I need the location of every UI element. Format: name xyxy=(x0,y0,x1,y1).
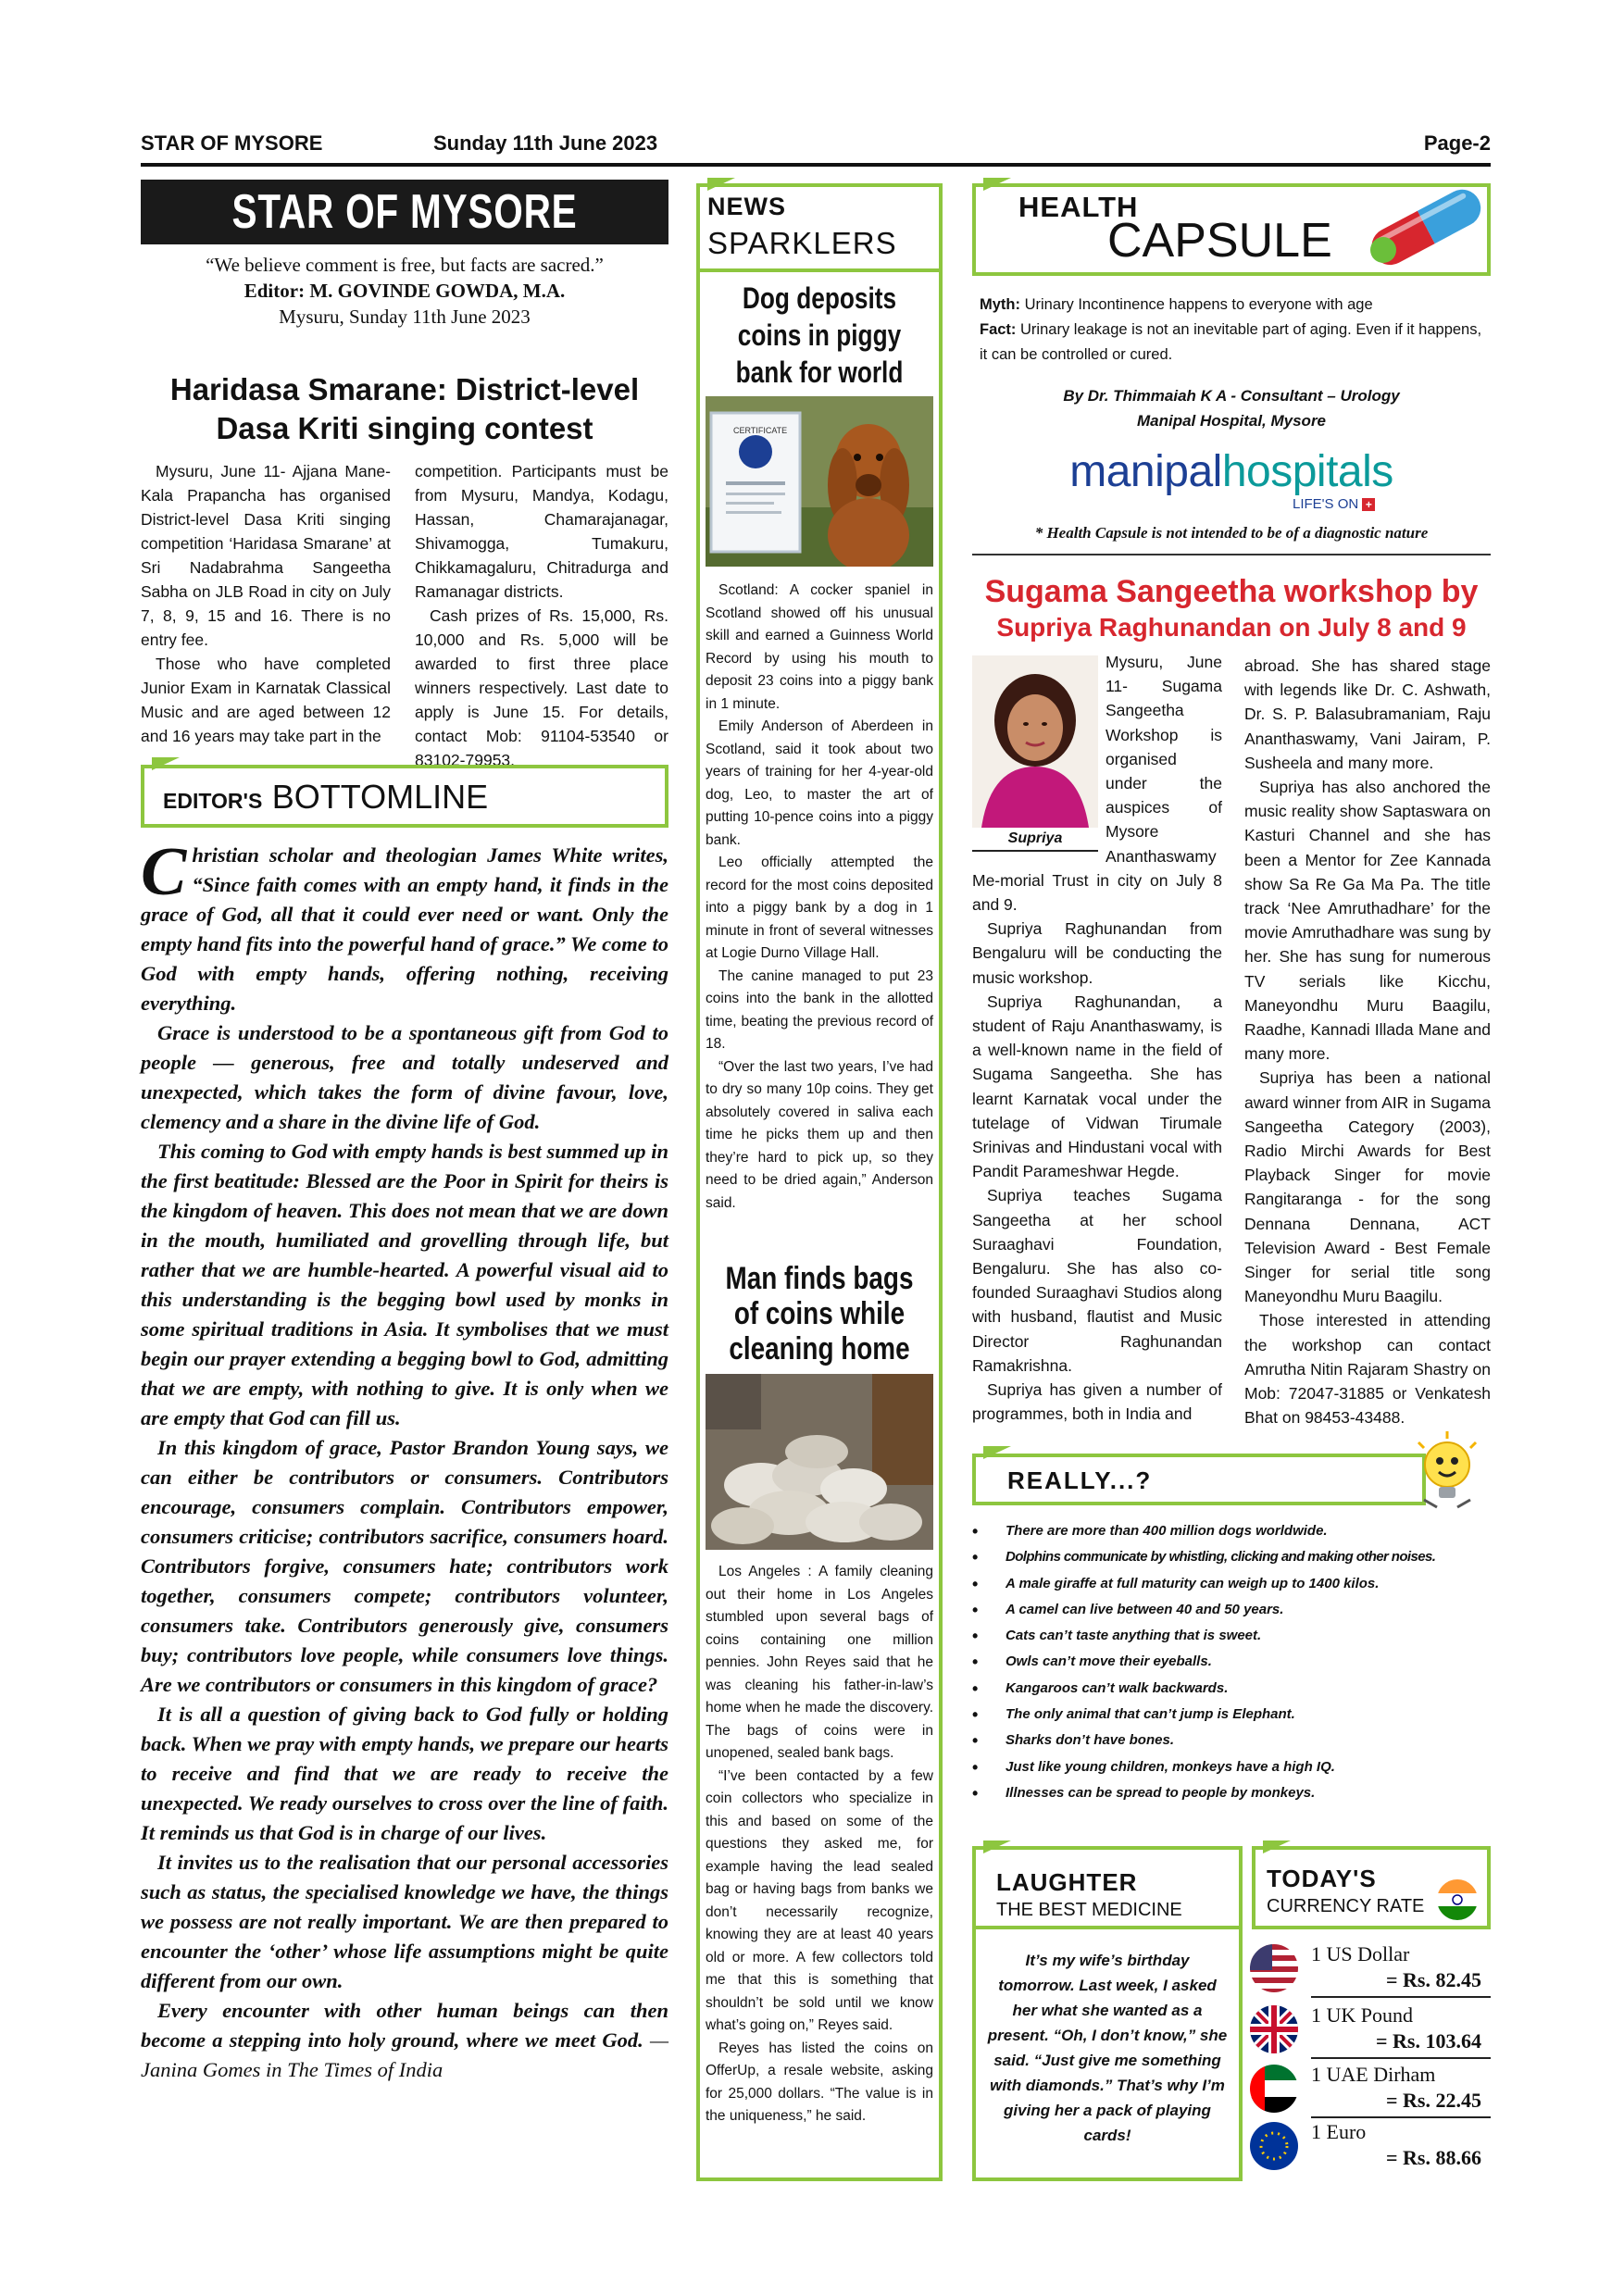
myth-text: Urinary Incontinence happens to everyone with age xyxy=(1024,296,1373,313)
currency-divider xyxy=(1311,1996,1491,1998)
header-page-number: Page-2 xyxy=(1423,131,1491,155)
us-flag-icon xyxy=(1250,1944,1298,1992)
haridasa-headline-line2: Dasa Kriti singing contest xyxy=(216,411,593,445)
header-paper-name: STAR OF MYSORE xyxy=(141,131,323,155)
currency-label-light: CURRENCY RATE xyxy=(1267,1896,1425,1916)
header-date: Sunday 11th June 2023 xyxy=(433,131,658,155)
list-item: • A male giraffe at full maturity can weigh up to 1400 kilos. xyxy=(972,1571,1491,1597)
health-byline xyxy=(972,383,1491,433)
sugama-para: Supriya Raghunandan from Bengaluru will be conducting the music workshop. xyxy=(972,919,1222,987)
manipal-logo-part-b: hospitals xyxy=(1221,447,1393,496)
currency-divider xyxy=(1311,2116,1491,2118)
manipal-logo xyxy=(972,446,1491,498)
coins-photo-illustration xyxy=(706,1374,933,1550)
currency-name: 1 UK Pound xyxy=(1311,2003,1414,2027)
sugama-headline-line1: Sugama Sangeetha workshop by xyxy=(984,574,1479,609)
sparklers-para: “I’ve been contacted by a few coin collectors who specialize in this and based on some of the questions they asked me, for example having the lead sealed bag or having bags from banks we don’t necessarily recognize, knowing they are at least 40 years old or more. A few collectors told me that this is something that shouldn’t be sold until we know what’s going on,” Reyes said. xyxy=(706,1767,933,2033)
bottomline-para: It is all a question of giving back to God fully or holding back. When we pray with empty hands, we prepare our hearts to receive and find that we are ready to receive the unexpected. We ready ourselves to cross over the line of faith. It reminds us that God is in charge of our lives. xyxy=(141,1703,668,1844)
dog-photo-illustration xyxy=(706,396,933,567)
list-item: • Cats can’t taste anything that is sweet. xyxy=(972,1623,1491,1649)
fact-label: Fact: xyxy=(980,321,1017,338)
supriya-photo-wrap xyxy=(972,655,1098,854)
laughter-joke: It’s my wife’s birthday tomorrow. Last week, I asked her what she wanted as a present. “Oh, I don’t know,” she said. “Just give me something with diamonds.” That’s why I’m giving her a pack of playing cards! xyxy=(987,1952,1228,2144)
currency-value: = Rs. 103.64 xyxy=(1376,2029,1481,2053)
us-flag-svg xyxy=(1250,1944,1298,1992)
sparklers-label-bold: NEWS xyxy=(707,193,786,220)
haridasa-col2 xyxy=(415,459,668,772)
laughter-label-light: THE BEST MEDICINE xyxy=(996,1900,1182,1920)
bottomline-para: Every encounter with other human beings can then become a stepping into holy ground, where we meet God. xyxy=(141,1999,668,2052)
list-item: • Sharks don’t have bones. xyxy=(972,1728,1491,1753)
currency-value: = Rs. 22.45 xyxy=(1386,2089,1481,2112)
currency-row-usd xyxy=(1250,1942,1491,1998)
laughter-label-bold: LAUGHTER xyxy=(996,1868,1138,1896)
masthead-logo-text: STAR OF MYSORE xyxy=(231,185,578,239)
currency-name: 1 UAE Dirham xyxy=(1311,2063,1436,2086)
haridasa-para: competition. Participants must be from Mysuru, Mandya, Kodagu, Hassan, Chamarajanagar, Shivamogga, Tumakuru, Chikkamagaluru, Chitradurga and Ramanagar districts. xyxy=(415,462,668,601)
sugama-para: Mysuru, June 11- Sugama Sangeetha Workshop is organised under the auspices of Mysore Ananthaswamy Me-morial Trust in city on July 8 and 9. xyxy=(972,653,1222,915)
swiss-cross-icon: + xyxy=(1362,498,1375,511)
certificate-text: CERTIFICATE xyxy=(733,426,788,435)
haridasa-para: Those who have completed Junior Exam in Karnatak Classical Music and are aged between 12 and 16 years may take part in the xyxy=(141,655,391,745)
bottomline-label xyxy=(163,778,488,817)
health-myth-fact xyxy=(980,293,1491,368)
sugama-col2 xyxy=(1244,654,1491,1430)
sugama-para: Supriya has also anchored the music reality show Saptaswara on Kasturi Channel and she has been a Mentor for Zee Kannada show Sa Re Ga Ma Pa. The title track ‘Nee Amruthadhare’ for the movie Amruthadhare was sung by her. She has sung for numerous TV serials like Kicchu, Maneyondhu Muru Baagilu, Raadhe, Kannadi Illada Mane and many more. xyxy=(1244,778,1491,1064)
lightbulb-icon-svg xyxy=(1405,1429,1489,1513)
sugama-para: Supriya has given a number of programmes, both in India and xyxy=(972,1380,1222,1424)
list-item: • Dolphins communicate by whistling, clicking and making other noises. xyxy=(972,1544,1491,1570)
bottomline-para: Grace is understood to be a spontaneous gift from God to people — generous, free and totally undeserved and unexpected, which takes the form of divine favour, love, clemency and a share in the divine life of God. xyxy=(141,1021,668,1133)
sparklers-story2-headline: Man finds bags of coins while cleaning home xyxy=(725,1261,914,1366)
list-item: • There are more than 400 million dogs worldwide. xyxy=(972,1518,1491,1544)
sparklers-para: Reyes has listed the coins on OfferUp, a resale website, asking for 25,000 dollars. “The value is in the uniqueness,” he said. xyxy=(706,2040,933,2124)
list-item: • A camel can live between 40 and 50 years. xyxy=(972,1597,1491,1623)
sparklers-para: Los Angeles : A family cleaning out their home in Los Angeles stumbled upon several bags of coins containing one million pennies. John Reyes said that he was cleaning his father-in-law’s home when he made the discovery. The bags of coins were in unopened, sealed bank bags. xyxy=(706,1564,933,1761)
fact-text: Urinary leakage is not an inevitable part of aging. Even if it happens, it can be controlled or cured. xyxy=(980,321,1482,363)
sugama-para: abroad. She has shared stage with legends like Dr. C. Ashwath, Dr. S. P. Balasubramaniam, Raju Ananthaswamy, Vani Jairam, P. Susheela and many more. xyxy=(1244,656,1491,772)
haridasa-para: Mysuru, June 11- Ajjana Mane-Kala Prapancha has organised District-level Dasa Kriti singing competition ‘Haridasa Smarane’ at Sri Nadabrahma Sangeetha Sabha on JLB Road in city on July 7, 8, 9, 15 and 16. There is no entry fee. xyxy=(141,462,391,649)
sugama-para: Supriya teaches Sugama Sangeetha at her school Suraaghavi Foundation, Bengaluru. She has also co-founded Suraaghavi Studios along with husband, flautist and Music Director Raghunandan Ramakrishna. xyxy=(972,1186,1222,1375)
bottomline-para: hristian scholar and theologian James White writes, “Since faith comes with an empty hand, it finds in the grace of God, all that it could ever need or want. Only the empty hand fits into the powerful hand of grace.” We come to God with empty hands, offering nothing, receiving everything. xyxy=(141,843,668,1015)
haridasa-headline-line1: Haridasa Smarane: District-level xyxy=(169,372,640,406)
health-divider xyxy=(972,554,1491,555)
haridasa-col1 xyxy=(141,459,391,748)
coins-photo xyxy=(706,1374,933,1550)
currency-name: 1 Euro xyxy=(1311,2120,1367,2143)
sparklers-para: “Over the last two years, I’ve had to dry so many 10p coins. They get absolutely covered in saliva each time he picks them up and then they’re hard to pick up, so they need to be dried again,” Anderson said. xyxy=(706,1058,933,1211)
uk-flag-svg xyxy=(1250,2005,1298,2053)
bottomline-body xyxy=(141,834,668,2085)
list-item: • The only animal that can’t jump is Elephant. xyxy=(972,1702,1491,1728)
sparklers-story1-body xyxy=(706,580,933,1215)
really-tab xyxy=(983,1446,1011,1459)
list-item: • Illnesses can be spread to people by monkeys. xyxy=(972,1780,1491,1806)
capsule-icon-svg xyxy=(1355,185,1494,268)
masthead-dateline: Mysuru, Sunday 11th June 2023 xyxy=(279,306,531,328)
myth-label: Myth: xyxy=(980,296,1020,313)
supriya-photo-illustration xyxy=(972,655,1098,828)
list-item: • Owls can’t move their eyeballs. xyxy=(972,1649,1491,1675)
uae-flag-svg xyxy=(1250,2065,1298,2113)
health-label-light: CAPSULE xyxy=(1107,214,1332,268)
manipal-logo-part-a: manipal xyxy=(1069,447,1222,496)
bottomline-para: This coming to God with empty hands is best summed up in the first beatitude: Blessed are the Poor in Spirit for theirs is the kingdom of heaven. This does not mean that we are down in the mouth, humiliated and grovelling through life, but rather that we are humble-hearted. A powerful visual aid to this understanding is the begging bowl used by monks in some spiritual traditions in Asia. It symbolises that we must begin our prayer extending a begging bowl to God, admitting that we are empty, with nothing to give. It is only when we are empty that God can fill us. xyxy=(141,1140,668,1429)
lightbulb-icon xyxy=(1405,1429,1489,1513)
sparklers-label-light: SPARKLERS xyxy=(707,226,897,260)
sparklers-story2-body xyxy=(706,1561,933,2128)
health-disclaimer: * Health Capsule is not intended to be of a diagnostic nature xyxy=(1034,524,1429,542)
eu-flag-icon xyxy=(1250,2122,1298,2170)
sugama-para: Supriya has been a national award winner from AIR in Sugama Sangeetha Category (2003), Radio Mirchi Awards for Best Playback Singer for movie Rangitaranga - for the song Dennana Dennana, ACT Television Award - Best Female Singer for serial title song Maneyondhu Muru Baagilu. xyxy=(1244,1068,1491,1306)
sparklers-tab xyxy=(707,178,735,191)
currency-value: = Rs. 82.45 xyxy=(1386,1968,1481,1991)
sparklers-story1-headline: Dog deposits coins in piggy bank for world xyxy=(735,281,904,389)
bottomline-para: It invites us to the realisation that our personal accessories such as status, the specialised knowledge we have, the things we possess are not really important. We are then prepared to encounter the ‘other’ whose life assumptions might be quite different from our own. xyxy=(141,1851,668,1992)
uae-flag-icon xyxy=(1250,2065,1298,2113)
currency-row-gbp xyxy=(1250,2003,1491,2059)
masthead-logo xyxy=(141,180,668,244)
health-label-bold: HEALTH xyxy=(1018,191,1139,223)
health-tab xyxy=(983,178,1011,191)
really-label: REALLY...? xyxy=(1007,1466,1153,1494)
dog-photo xyxy=(706,396,933,567)
masthead-editor: Editor: M. GOVINDE GOWDA, M.A. xyxy=(244,280,566,302)
manipal-tagline-text: LIFE'S ON xyxy=(1293,496,1359,512)
uk-flag-icon xyxy=(1250,2005,1298,2053)
sugama-col1 xyxy=(972,650,1222,1427)
currency-tab xyxy=(1263,1841,1291,1853)
sparklers-para: Leo officially attempted the record for the most coins deposited into a piggy bank by a dog in 1 minute in front of several witnesses at Logie Durno Village Hall. xyxy=(706,855,933,961)
sugama-para: Supriya Raghunandan, a student of Raju Ananthaswamy, is a well-known name in the field of Sugama Sangeetha. She has learnt Karnatak vocal under the tutelage of Vidwan Tirumale Srinivas and Hindustani vocal with Pandit Parameshwar Hegde. xyxy=(972,992,1222,1181)
health-byline-2: Manipal Hospital, Mysore xyxy=(1136,412,1327,430)
currency-row-eur xyxy=(1250,2120,1491,2176)
haridasa-headline xyxy=(141,370,668,448)
supriya-photo xyxy=(972,655,1098,828)
bottomline-label-light: BOTTOMLINE xyxy=(271,778,489,816)
eu-flag-svg xyxy=(1250,2122,1298,2170)
sparklers-para: Emily Anderson of Aberdeen in Scotland, said it took about two years of training for her 4-year-old dog, Leo, to master the art of putting 10-pence coins into a piggy bank. xyxy=(706,718,933,848)
currency-name: 1 US Dollar xyxy=(1311,1942,1410,1965)
capsule-icon xyxy=(1355,185,1494,268)
list-item: • Just like young children, monkeys have a high IQ. xyxy=(972,1754,1491,1780)
india-flag-svg xyxy=(1437,1879,1478,1920)
haridasa-para: Cash prizes of Rs. 15,000, Rs. 10,000 and Rs. 5,000 will be awarded to first three place winners respectively. Last date to apply is June 15. For details, contact Mob: 91104-53540 or 83102-79953. xyxy=(415,606,668,769)
really-facts-list xyxy=(972,1518,1491,1806)
laughter-tab xyxy=(983,1841,1011,1853)
bottomline-label-bold: EDITOR'S xyxy=(163,789,263,813)
header-rule xyxy=(141,163,1491,167)
bottomline-drop-cap: C xyxy=(141,834,187,910)
sparklers-para: Scotland: A cocker spaniel in Scotland showed off his unusual skill and earned a Guinness World Record by using his mouth to deposit 23 coins into a piggy bank in 1 minute. xyxy=(706,582,933,712)
health-byline-1: By Dr. Thimmaiah K A - Consultant – Urology xyxy=(1063,387,1400,405)
supriya-photo-caption: Supriya xyxy=(972,828,1098,852)
bottomline-para: In this kingdom of grace, Pastor Brandon Young says, we can either be contributors or consumers. Contributors encourage, consumers complain. Contributors empower, consumers criticise; contributors sacrifice, consumers hoard. Contributors forgive, consumers hate; contributors work together, consumers compete; contributors volunteer, consumers take. Contributors generously give, consumers buy; contributors love people, while consumers love things. Are we contributors or consumers in this kingdom of grace? xyxy=(141,1436,668,1696)
list-item: • Kangaroos can’t walk backwards. xyxy=(972,1676,1491,1702)
sugama-headline-line2: Supriya Raghunandan on July 8 and 9 xyxy=(996,613,1467,642)
currency-label-bold: TODAY'S xyxy=(1267,1865,1377,1892)
currency-divider xyxy=(1311,2057,1491,2059)
sugama-headline xyxy=(972,572,1491,644)
sugama-para: Those interested in attending the workshop can contact Amrutha Nitin Rajaram Shastry on Mob: 72047-31885 or Venkatesh Bhat on 98453-43488. xyxy=(1244,1311,1491,1428)
bottomline-credit: — Janina Gomes in The Times of India xyxy=(141,2028,668,2081)
currency-row-aed xyxy=(1250,2063,1491,2118)
manipal-tagline xyxy=(1293,496,1375,512)
bottomline-tab xyxy=(152,757,180,770)
india-flag-icon xyxy=(1437,1879,1478,1920)
currency-value: = Rs. 88.66 xyxy=(1386,2146,1481,2169)
sparklers-para: The canine managed to put 23 coins into the bank in the allotted time, beating the previous record of 18. xyxy=(706,967,933,1052)
masthead-motto: “We believe comment is free, but facts are sacred.” xyxy=(206,254,604,276)
